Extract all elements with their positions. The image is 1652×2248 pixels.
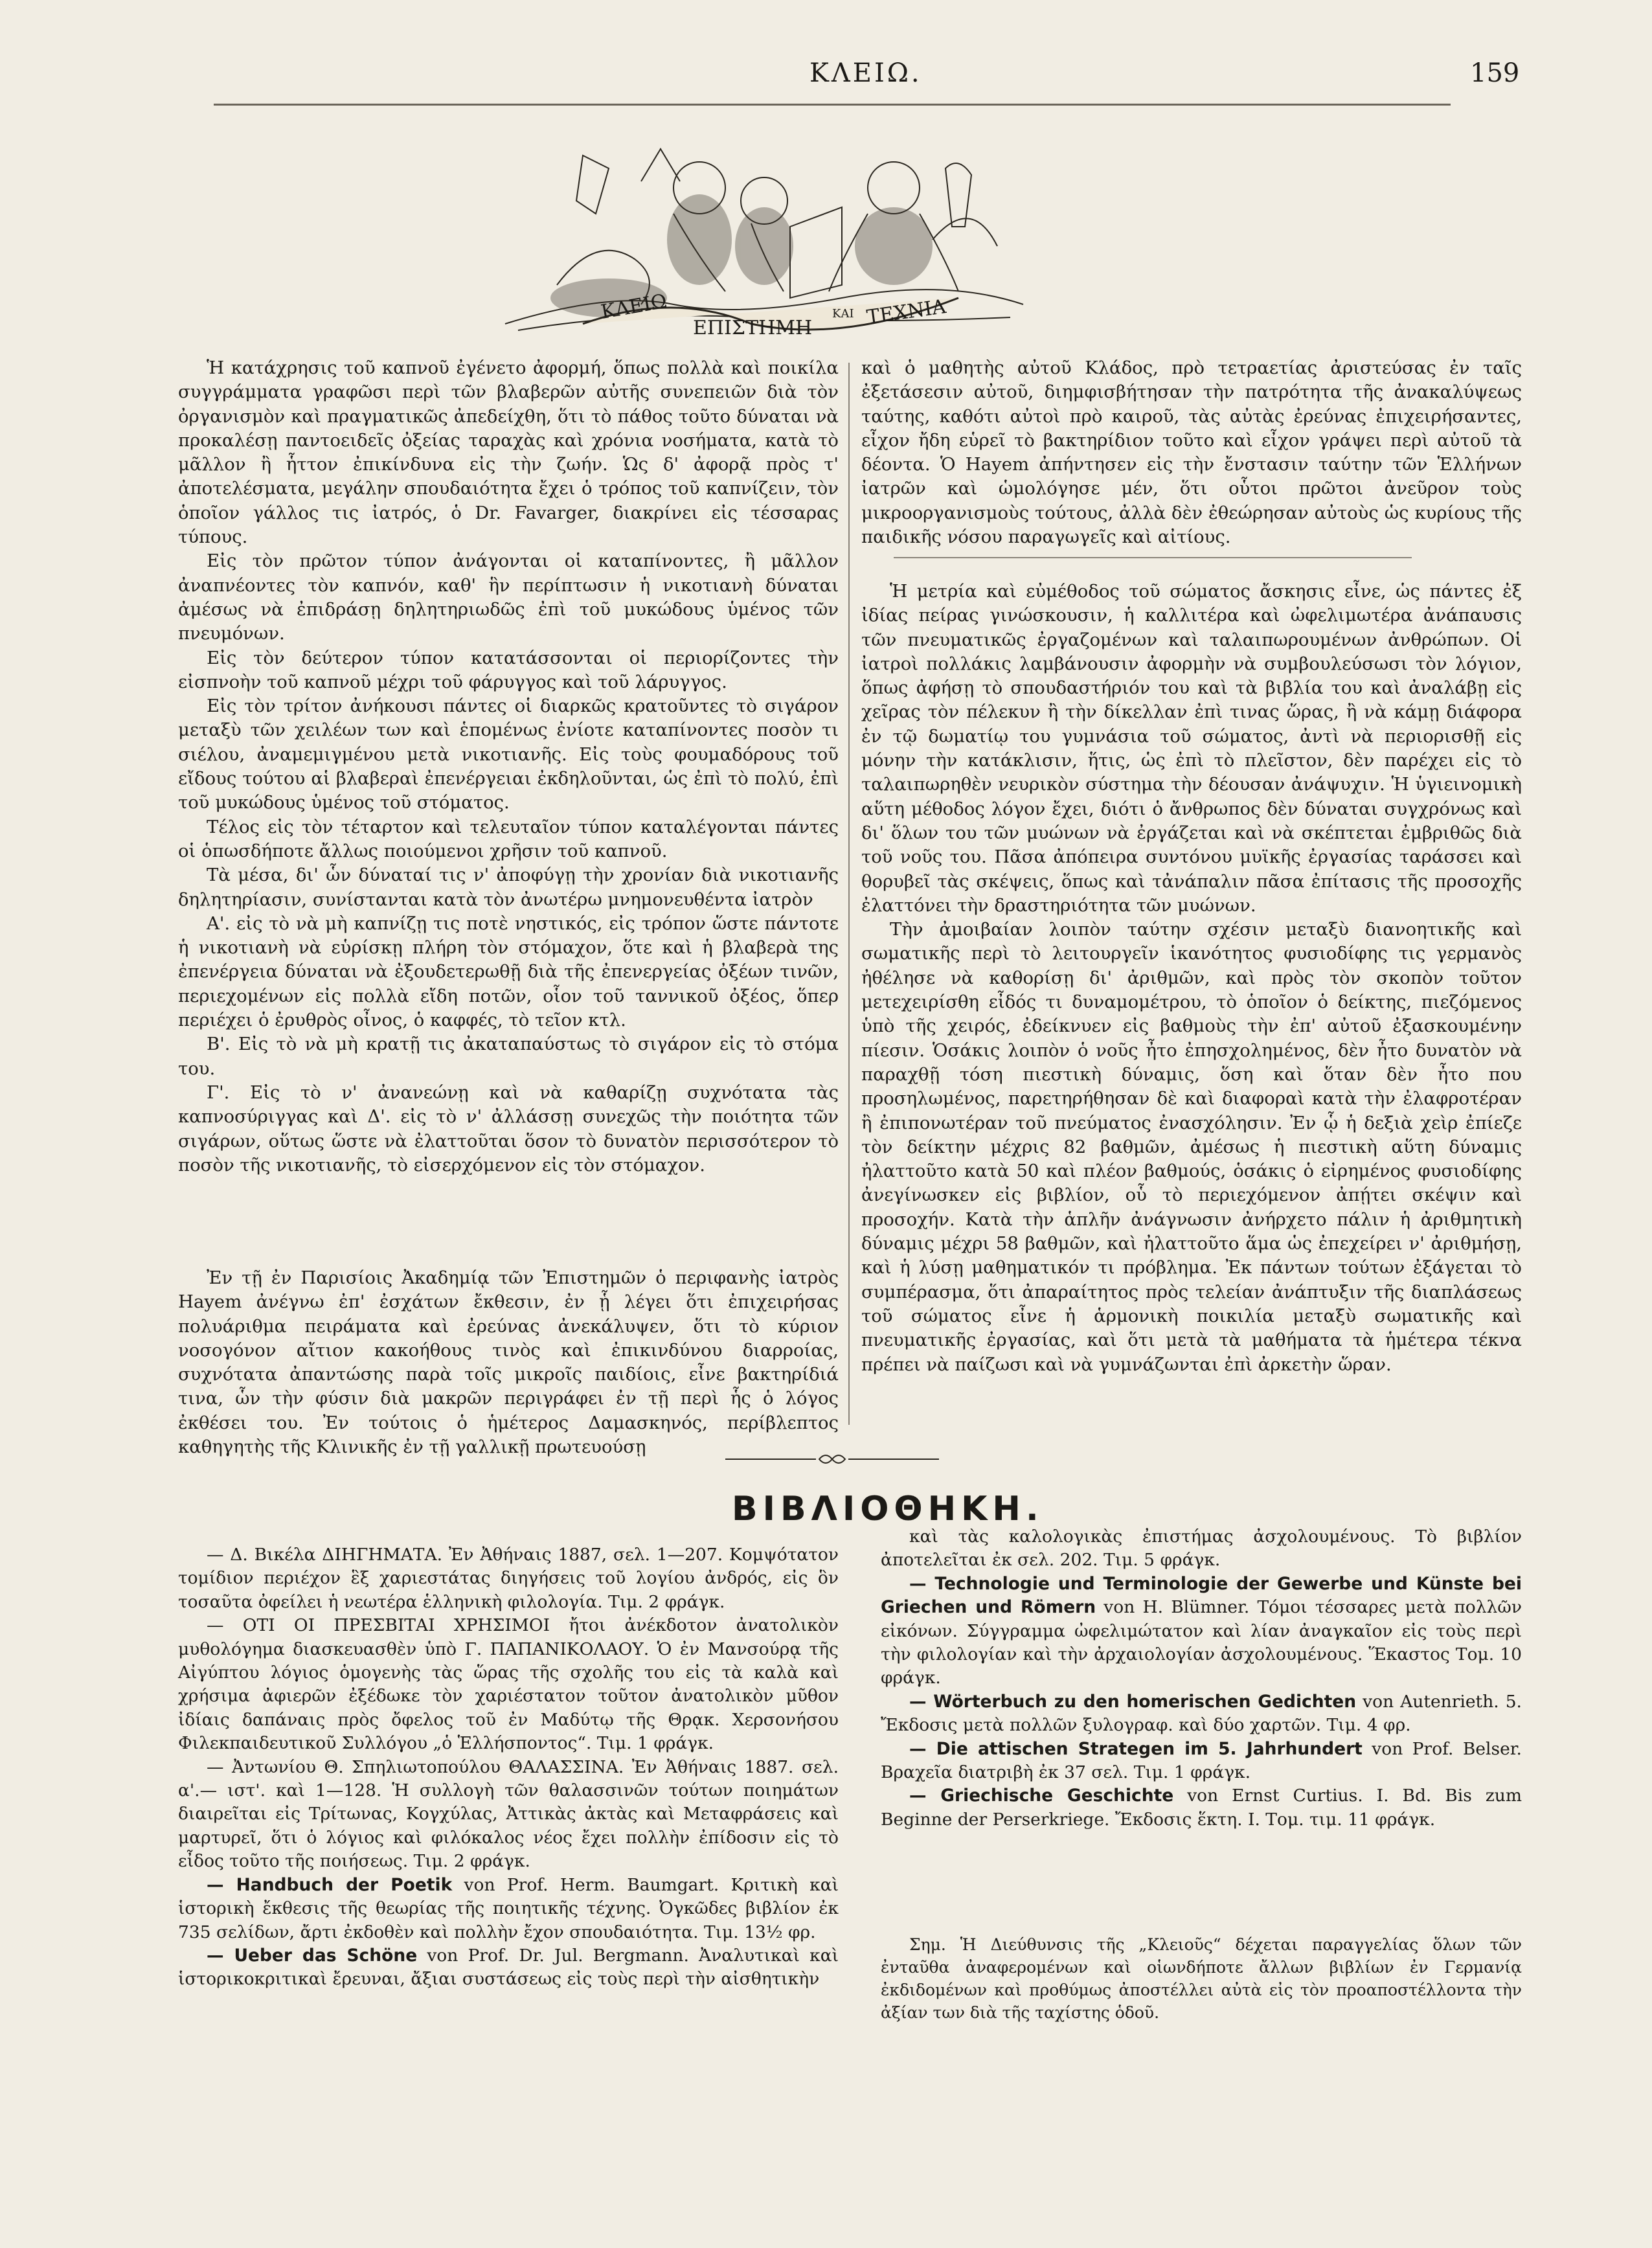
article-exercise <box>861 580 1522 1377</box>
book-title: — Ueber das Schöne <box>207 1945 418 1966</box>
running-head <box>0 58 1652 97</box>
article-hayem-continued <box>861 356 1522 549</box>
entry-text: von Prof. Dr. Jul. Bergmann. Ἀναλυτικαὶ καὶ ἱστορικοκριτικαὶ ἔρευναι, ἄξιαι συστάσεως εἰς τοὺς περὶ τὴν αἰσθητικὴν <box>178 1945 839 1990</box>
editorial-note <box>881 1933 1522 2024</box>
paragraph: Τέλος εἰς τὸν τέταρτον καὶ τελευταῖον τύπον καταλέγονται πάντες οἱ ὁπωσδήποτε ἄλλως ποιούμενοι χρῆσιν τοῦ καπνοῦ. <box>178 816 839 861</box>
bibliography-right <box>881 1525 1522 1832</box>
article-hayem <box>178 1266 839 1459</box>
bibliography-entry <box>881 1784 1522 1832</box>
cherub-headpiece-illustration <box>479 130 1049 343</box>
section-divider <box>894 557 1412 558</box>
paragraph: Ἐν τῇ ἐν Παρισίοις Ἀκαδημίᾳ τῶν Ἐπιστημῶν ὁ περιφανὴς ἰατρὸς Hayem ἀνέγνω ἐπ' ἐσχάτων ἔκθεσιν, ἐν ᾗ λέγει ὅτι ἐπιχειρήσας πολυάριθμα πειράματα καὶ ἐρεύνας ἀνεκάλυψεν, ὅτι τὸ κύριον νοσογόνον αἴτιον κακοήθους τινὸς καὶ ἐπικινδύνου διαρροίας, συχνότατα ἀπαντώσης παρὰ τοῖς μικροῖς παιδίοις, εἶνε βακτηρίδιά τινα, ὧν τὴν φύσιν διὰ μακρῶν περιγράφει ἐν τῇ περὶ ἧς ὁ λόγος ἐκθέσει του. Ἐν τούτοις ὁ ἡμέτερος Δαμασκηνός, περίβλεπτος καθηγητὴς τῆς Κλινικῆς ἐν τῇ γαλλικῇ πρωτευούσῃ <box>178 1267 839 1458</box>
bibliography-entry <box>178 1944 839 1992</box>
entry-text: von Autenrieth. 5. Ἔκδοσις μετὰ πολλῶν ξυλογραφ. καὶ δύο χαρτῶν. Τιμ. 4 φρ. <box>881 1691 1522 1736</box>
vignette-word-kleio: ΚΛΕΙΩ <box>599 290 669 324</box>
entry-text: von H. Blümner. Τόμοι τέσσαρες μετὰ πολλῶν εἰκόνων. Σύγγραμμα ὠφελιμώτατον καὶ λίαν ἀναγκαῖον εἰς τοὺς περὶ τὴν φιλολογίαν καὶ τὴν ἀρχαιολογίαν ἀσχολουμένους. Ἕκαστος Τομ. 10 φράγκ. <box>881 1597 1522 1688</box>
entry-text: von Ernst Curtius. I. Bd. Bis zum Beginne der Perserkriege. Ἔκδοσις ἕκτη. I. Τομ. τιμ. 11 φράγκ. <box>881 1786 1522 1830</box>
bibliography-entry: καὶ τὰς καλολογικὰς ἐπιστήμας ἀσχολουμένους. Τὸ βιβλίον ἀποτελεῖται ἐκ σελ. 202. Τιμ. 5 φράγκ. <box>881 1527 1522 1571</box>
paragraph: Γ'. Εἰς τὸ ν' ἀνανεώνῃ καὶ νὰ καθαρίζῃ συχνότατα τὰς καπνοσύριγγας καὶ Δ'. εἰς τὸ ν' ἀλλάσσῃ συνεχῶς τὴν ποιότητα τῶν σιγάρων, οὕτως ὥστε νὰ ἐλαττοῦται ὅσον τὸ δυνατὸν περισσότερον τὸ ποσὸν τῆς νικοτιανῆς, τὸ εἰσερχόμενον εἰς τὸν στόμαχον. <box>178 1082 839 1175</box>
bibliography-entry <box>881 1690 1522 1738</box>
book-title: — Handbuch der Poetik <box>207 1874 453 1895</box>
ornamental-rule <box>725 1449 939 1469</box>
book-title: — Griechische Geschichte <box>909 1786 1174 1806</box>
page-number: 159 <box>1470 58 1520 88</box>
book-title: — Die attischen Strategen im 5. Jahrhundert <box>909 1738 1363 1759</box>
bibliography-entry: — Ἀντωνίου Θ. Σπηλιωτοπούλου ΘΑΛΑΣΣΙΝΑ. Ἐν Ἀθήναις 1887. σελ. α'.— ιστ'. καὶ 1—128. Ἡ συλλογὴ τῶν θαλασσινῶν τούτων ποιημάτων διαιρεῖται εἰς Τρίτωνας, Κογχύλας, Ἀττικὰς ἀκτὰς καὶ Μεταφράσεις καὶ μαρτυρεῖ, ὅτι ὁ λόγιος καὶ φιλόκαλος νέος ἔχει πολλὴν ἐπίδοσιν εἰς τὸ εἶδος τοῦτο τῆς ποιήσεως. Τιμ. 2 φράγκ. <box>178 1756 839 1872</box>
paragraph: Ἡ κατάχρησις τοῦ καπνοῦ ἐγένετο ἀφορμή, ὅπως πολλὰ καὶ ποικίλα συγγράμματα γραφῶσι περὶ τῶν βλαβερῶν αὐτῆς συνεπειῶν διὰ τὸν ὀργανισμὸν καὶ πραγματικῶς ἀπεδείχθη, ὅτι τὸ πάθος τοῦτο δύναται νὰ προκαλέσῃ παντοειδεῖς ὀξείας ταραχὰς καὶ χρόνια νοσήματα, κατὰ τὸ μᾶλλον ἢ ἧττον ἐπικίνδυνα εἰς τὴν ζωήν. Ὡς δ' ἀφορᾷ πρὸς τ' ἀποτελέσματα, μεγάλην σπουδαιότητα ἔχει ὁ τρόπος τοῦ καπνίζειν, τὸν ὁποῖον γάλλος τις ἰατρός, ὁ Dr. Favarger, διακρίνει εἰς τέσσαρας τύπους. <box>178 358 839 548</box>
section-title: ΒΙΒΛΙΟΘΗΚΗ. <box>732 1490 1044 1528</box>
vignette-word-episteme: ΕΠΙΣΤΗΜΗ <box>693 317 813 339</box>
journal-name: ΚΛΕΙΩ. <box>809 58 922 88</box>
vignette-word-technia: ΤΕΧΝΙΑ <box>865 295 947 329</box>
bibliography-entry: — ΟΤΙ ΟΙ ΠΡΕΣΒΙΤΑΙ ΧΡΗΣΙΜΟΙ ἤτοι ἀνέκδοτον ἀνατολικὸν μυθολόγημα διασκευασθὲν ὑπὸ Γ. ΠΑΠΑΝΙΚΟΛΑΟΥ. Ὁ ἐν Μανσούρᾳ τῆς Αἰγύπτου λόγιος ὁμογενὴς τὰς ὥρας τῆς σχολῆς του εἰς τὰ καλὰ καὶ χρήσιμα ἀφιερῶν ἐξέδωκε τὸν χαριέστατον τοῦτον ἀνατολικὸν μῦθον ἰδίαις δαπάναις πρὸς ὄφελος τοῦ ἐν Μαδύτῳ τῆς Θρᾳκ. Χερσονήσου Φιλεκπαιδευτικοῦ Συλλόγου „ὁ Ἑλλήσποντος“. Τιμ. 1 φράγκ. <box>178 1615 839 1754</box>
entry-text: von Prof. Herm. Baumgart. Κριτικὴ καὶ ἱστορικὴ ἔκθεσις τῆς θεωρίας τῆς ποιητικῆς τέχνης. Ὀγκῶδες βιβλίον ἐκ 735 σελίδων, ἄρτι ἐκδοθὲν καὶ πολλὴν ἔχον σπουδαιότητα. Τιμ. 13½ φρ. <box>178 1874 839 1942</box>
paragraph: καὶ ὁ μαθητὴς αὐτοῦ Κλάδος, πρὸ τετραετίας ἀριστεύσας ἐν ταῖς ἐξετάσεσιν αὐτοῦ, διημφισβήτησαν τὴν πατρότητα τῆς ἀνακαλύψεως ταύτης, καθότι αὐτοὶ πρὸ καιροῦ, τὰς αὐτὰς ἐρεύνας ἐπιχειρήσαντες, εἶχον ἤδη εὑρεῖ τὸ βακτηρίδιον τοῦτο καὶ εἶχον γράψει περὶ αὐτοῦ τὰ δέοντα. Ὁ Hayem ἀπήντησεν εἰς τὴν ἔνστασιν ταύτην τῶν Ἑλλήνων ἰατρῶν καὶ ὡμολόγησε μέν, ὅτι οὗτοι πρῶτοι ἀνεῦρον τοὺς μικροοργανισμοὺς τούτους, ἀλλὰ δὲν ἐθεώρησαν αὐτοὺς ὡς κυρίους τῆς παιδικῆς νόσου παραγωγεῖς καὶ αἰτίους. <box>861 358 1522 548</box>
header-rule <box>214 104 1451 106</box>
bibliography-entry <box>881 1572 1522 1690</box>
article-tobacco <box>178 356 839 1177</box>
note-text: Σημ. Ἡ Διεύθυνσις τῆς „Κλειοῦς“ δέχεται παραγγελίας ὅλων τῶν ἐνταῦθα ἀναφερομένων καὶ οἱωνδήποτε ἄλλων βιβλίων ἐν Γερμανίᾳ ἐκδιδομένων καὶ προθύμως ἀποστέλλει αὐτὰ εἰς τὸν προαποστέλλοντα τὴν ἀξίαν των διὰ τῆς ταχίστης ὁδοῦ. <box>881 1935 1522 2022</box>
paragraph: Εἰς τὸν πρῶτον τύπον ἀνάγονται οἱ καταπίνοντες, ἢ μᾶλλον ἀναπνέοντες τὸν καπνόν, καθ' ἣν περίπτωσιν ἡ νικοτιανὴ δύναται ἀμέσως νὰ ἐπιδράσῃ δηλητηριωδῶς ἐπὶ τοῦ μυκώδους ὑμένος τῶν πνευμόνων. <box>178 551 839 644</box>
paragraph: Β'. Εἰς τὸ νὰ μὴ κρατῇ τις ἀκαταπαύστως τὸ σιγάρον εἰς τὸ στόμα του. <box>178 1034 839 1079</box>
paragraph: Ἡ μετρία καὶ εὐμέθοδος τοῦ σώματος ἄσκησις εἶνε, ὡς πάντες ἐξ ἰδίας πείρας γινώσκουσιν, ἡ καλλιτέρα καὶ ὠφελιμωτέρα ἀνάπαυσις τῶν πνευματικῶς ἐργαζομένων καὶ ταλαιπωρουμένων ἀνθρώπων. Οἱ ἰατροὶ πολλάκις λαμβάνουσιν ἀφορμὴν νὰ συμβουλεύσωσι τὸν λόγιον, ὅπως ἀφήσῃ τὸ σπουδαστήριόν του καὶ τὰ βιβλία του καὶ ἀναλάβῃ εἰς χεῖρας τὸν πέλεκυν ἢ τὴν δίκελλαν ἐπὶ τινας ὥρας, ἢ νὰ κάμῃ διάφορα ἐν τῷ δωματίῳ του γυμνάσια τοῦ σώματος, ἀντὶ νὰ περιορισθῇ εἰς μόνην τὴν κατάκλισιν, ἥτις, ὡς ἐπὶ τὸ πλεῖστον, δὲν παρέχει εἰς τὸ ταλαιπωρηθὲν νευρικὸν σύστημα τὴν δέουσαν ἀνάψυχιν. Ἡ ὑγιεινομικὴ αὕτη μέθοδος λόγον ἔχει, διότι ὁ ἄνθρωπος δὲν δύναται συγχρόνως καὶ δι' ὅλων του τῶν μυώνων νὰ ἐργάζεται καὶ νὰ σκέπτεται ἐμβριθῶς διὰ τοῦ νοῦς του. Πᾶσα ἀπόπειρα συντόνου μυϊκῆς ἐργασίας ταράσσει καὶ θορυβεῖ τὰς σκέψεις, ὅπως καὶ τἀνάπαλιν πᾶσα ἐπίτασις τῆς προσοχῆς ἐλαττόνει τὴν δραστηριότητα τῶν μυώνων. <box>861 581 1522 916</box>
bibliography-entry: — Δ. Βικέλα ΔΙΗΓΗΜΑΤΑ. Ἐν Ἀθήναις 1887, σελ. 1—207. Κομψότατον τομίδιον περιέχον ἓξ χαριεστάτας διηγήσεις τοῦ λογίου ἀνδρός, εἰς ὃν τοσαῦτα ὀφείλει ἡ νεωτέρα ἑλληνικὴ φιλολογία. Τιμ. 2 φράγκ. <box>178 1545 839 1612</box>
book-title: — Technologie und Terminologie der Gewerbe und Künste bei Griechen und Römern <box>881 1573 1522 1618</box>
paragraph: Εἰς τὸν δεύτερον τύπον κατατάσσονται οἱ περιορίζοντες τὴν εἰσπνοὴν τοῦ καπνοῦ μέχρι τοῦ φάρυγγος καὶ τοῦ λάρυγγος. <box>178 647 839 692</box>
bibliography-entry <box>881 1738 1522 1785</box>
entry-text: von Prof. Belser. Βραχεῖα διατριβὴ ἐκ 37 σελ. Τιμ. 1 φράγκ. <box>881 1738 1522 1783</box>
column-divider <box>848 363 850 1425</box>
bibliography-left <box>178 1543 839 1992</box>
book-title: — Wörterbuch zu den homerischen Gedichten <box>909 1691 1357 1712</box>
paragraph: Τὴν ἀμοιβαίαν λοιπὸν ταύτην σχέσιν μεταξὺ διανοητικῆς καὶ σωματικῆς περὶ τὸ λειτουργεῖν ἱκανότητος φυσιοδίφης τις γερμανὸς ἠθέλησε νὰ καθορίσῃ δι' ἀριθμῶν, καὶ πρὸς τὸν σκοπὸν τοῦτον μετεχειρίσθη εἶδός τι δυναμομέτρου, τὸ ὁποῖον ὁ δείκτης, πιεζόμενος ὑπὸ τῆς χειρός, ἐδείκνυεν εἰς βαθμοὺς τὴν ἐπ' αὐτοῦ ἐξασκουμένην πίεσιν. Ὁσάκις λοιπὸν ὁ νοῦς ἦτο ἐπησχολημένος, δὲν ἦτο δυνατὸν νὰ παραχθῇ τόση πιεστικὴ δύναμις, ὅση καὶ ὅταν δὲν ἦτο που προσηλωμένος, παρετηρήθησαν δὲ καὶ διαφοραὶ κατὰ τὴν ἐλαφροτέραν ἢ ἐπιπονωτέραν τοῦ πνεύματος ἐνασχόλησιν. Ἐν ᾧ ἡ δεξιὰ χεὶρ ἐπίεζε τὸν δείκτην μέχρις 82 βαθμῶν, ἀμέσως ἡ πιεστικὴ αὕτη δύναμις ἠλαττοῦτο κατὰ 50 καὶ πλέον βαθμούς, ὁσάκις ὁ εἰρημένος φυσιοδίφης ἀνεγίνωσκεν εἰς βιβλίον, οὗ τὸ περιεχόμενον ἀπῄτει σκέψιν καὶ προσοχήν. Κατὰ τὴν ἁπλῆν ἀνάγνωσιν ἀνήρχετο πάλιν ἡ ἀριθμητικὴ δύναμις μέχρι 58 βαθμῶν, καὶ ἠλαττοῦτο ἅμα ὡς ἐπεχείρει ν' ἀριθμήσῃ, καὶ ἡ λύσῃ μαθηματικόν τι πρόβλημα. Ἐκ πάντων τούτων ἐξάγεται τὸ συμπέρασμα, ὅτι ἀπαραίτητος πρὸς τελείαν ἀνάπτυξιν τῆς διαπλάσεως τοῦ σώματος εἶνε ἡ ἁρμονικὴ ποικιλία μεταξὺ σωματικῆς καὶ πνευματικῆς ἐργασίας, καὶ ὅτι μετὰ τὰ μαθήματα τὰ ἡμέτερα τέκνα πρέπει νὰ παίζωσι καὶ νὰ γυμνάζωνται ἐπὶ ἀρκετὴν ὥραν. <box>861 919 1522 1375</box>
bibliography-entry <box>178 1874 839 1944</box>
paragraph: Εἰς τὸν τρίτον ἀνήκουσι πάντες οἱ διαρκῶς κρατοῦντες τὸ σιγάρον μεταξὺ τῶν χειλέων των καὶ ἑπομένως ἐνίοτε καταπίνοντες ποσὸν τι σιέλου, ἀναμεμιγμένου μετὰ νικοτιανῆς. Εἰς τοὺς φουμαδόρους τοῦ εἴδους τούτου αἱ βλαβεραὶ ἐπενέργειαι ἐκδηλοῦνται, ὡς ἐπὶ τὸ πολύ, ἐπὶ τοῦ μυκώδους ὑμένος τοῦ στόματος. <box>178 696 839 813</box>
paragraph: Τὰ μέσα, δι' ὧν δύναταί τις ν' ἀποφύγῃ τὴν χρονίαν διὰ νικοτιανῆς δηλητηρίασιν, συνίστανται κατὰ τὸν ἀνωτέρω μνημονευθέντα ἰατρὸν <box>178 865 839 910</box>
vignette-word-kai: ΚΑΙ <box>832 307 854 321</box>
paragraph: Α'. εἰς τὸ νὰ μὴ καπνίζῃ τις ποτὲ νηστικός, εἰς τρόπον ὥστε πάντοτε ἡ νικοτιανὴ νὰ εὑρίσκῃ πλήρη τὸν στόμαχον, ὅτε καὶ ἡ βλαβερὰ της ἐπενέργεια δύναται νὰ ἐξουδετερωθῇ διὰ τῆς ἐπενεργείας ὀξέων τινῶν, περιεχομένων εἰς πολλὰ εἴδη ποτῶν, οἷον τοῦ ταννικοῦ ὀξέος, ὅπερ περιέχει ὁ ἐρυθρὸς οἶνος, ὁ καφφές, τὸ τεῖον κτλ. <box>178 913 839 1031</box>
